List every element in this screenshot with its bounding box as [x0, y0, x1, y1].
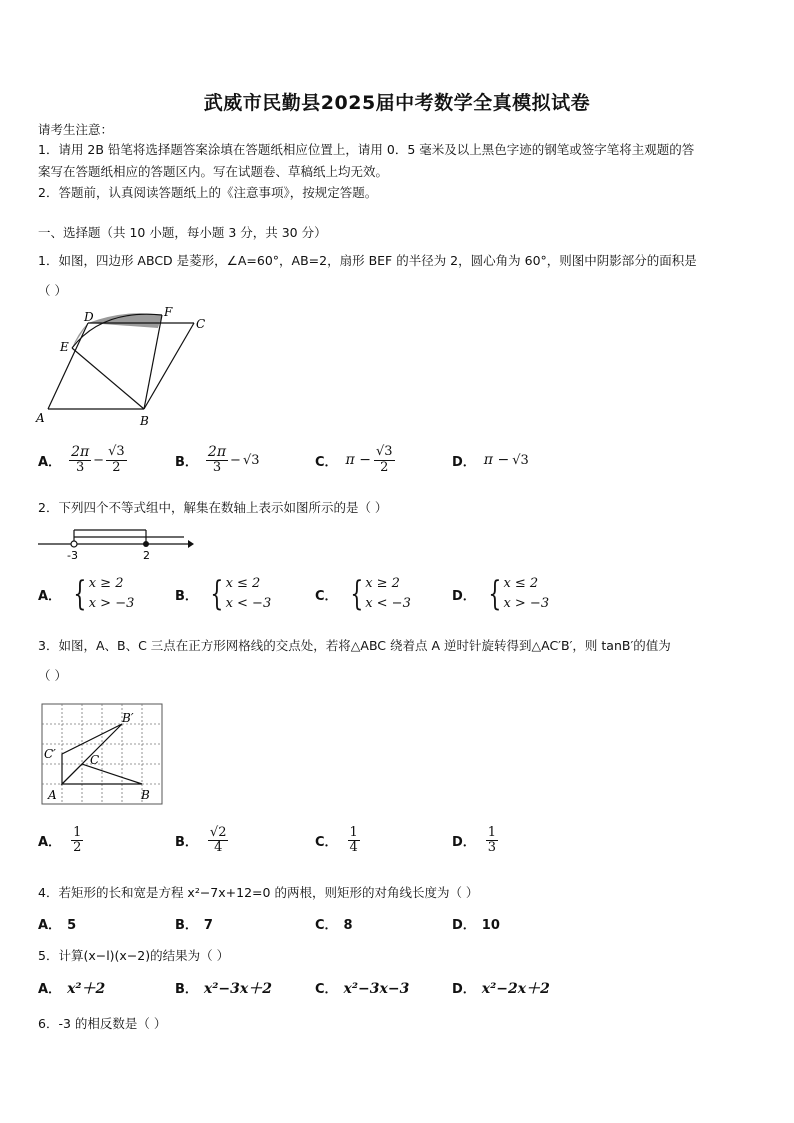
- q2-axis-right-value: 2: [143, 549, 150, 562]
- q4-option-a[interactable]: A． 5: [38, 918, 77, 933]
- q3-option-a[interactable]: A． $\frac{1}{2}$: [38, 825, 82, 856]
- q1-a-frac1: $\frac{2\pi}{3}$: [71, 443, 90, 476]
- q5-text: 5．计算(x−l)(x−2)的结果为（ ）: [38, 948, 230, 963]
- q2-option-a[interactable]: A． { x ≥ 2 x > −3: [38, 574, 135, 615]
- q2-option-c[interactable]: C． { x ≥ 2 x < −3: [315, 574, 411, 615]
- q6-text: 6．-3 的相反数是（ ）: [38, 1016, 167, 1031]
- q1-label-c: C: [196, 317, 206, 331]
- q1-rhombus-figure: [34, 303, 224, 431]
- q5-option-b[interactable]: B． x²−3x＋2: [175, 981, 272, 997]
- q1-a-frac2: $\frac{√3}{2}$: [108, 444, 125, 475]
- q1-paren: （ ）: [38, 283, 67, 298]
- q3-option-c[interactable]: C． $\frac{1}{4}$: [315, 825, 358, 856]
- q3-label-a: A: [48, 788, 57, 802]
- q2-option-d[interactable]: D． { x ≤ 2 x > −3: [452, 574, 550, 615]
- q1-text: 1．如图，四边形 ABCD 是菱形，∠A=60°，AB=2，扇形 BEF 的半径为 2，圆心角为 60°，则图中阴影部分的面积是: [38, 253, 697, 268]
- q2-closed-point: [143, 541, 149, 547]
- q3-grid-figure: [38, 702, 164, 808]
- q1-shaded-sector-top: [88, 313, 162, 328]
- q3-label-b-prime: B′: [122, 711, 134, 725]
- q2-text: 2．下列四个不等式组中，解集在数轴上表示如图所示的是（ ）: [38, 500, 388, 515]
- q1-option-d[interactable]: D． π − √3: [452, 452, 529, 470]
- q3-label-c-prime: C′: [44, 747, 56, 761]
- q1-label-f: F: [164, 305, 173, 319]
- q1-label-a: A: [36, 411, 45, 425]
- q2-option-b[interactable]: B． { x ≤ 2 x < −3: [175, 574, 272, 615]
- q1-label-d: D: [84, 310, 94, 324]
- q5-option-d[interactable]: D． x²−2x＋2: [452, 981, 550, 997]
- q3-option-b[interactable]: B． $\frac{√2}{4}$: [175, 825, 227, 856]
- q3-paren: （ ）: [38, 668, 67, 683]
- q2-number-line-figure: [34, 522, 194, 564]
- q5-option-c[interactable]: C． x²−3x−3: [315, 981, 410, 997]
- q4-option-c[interactable]: C． 8: [315, 918, 353, 933]
- exam-title: 武威市民勤县2025届中考数学全真模拟试卷: [203, 92, 591, 114]
- notice-line-1b: 案写在答题纸相应的答题区内。写在试题卷、草稿纸上均无效。: [38, 164, 389, 179]
- q3-label-c: C: [90, 753, 100, 767]
- q1-option-c[interactable]: C． π − $\frac{√3}{2}$: [315, 444, 393, 475]
- q5-option-a[interactable]: A． x²＋2: [38, 981, 106, 997]
- q4-option-d[interactable]: D． 10: [452, 918, 500, 933]
- notice-line-1: 1．请用 2B 铅笔将选择题答案涂填在答题纸相应位置上，请用 0．5 毫米及以上黑色字迹的钢笔或签字笔将主观题的答: [38, 142, 695, 157]
- section-heading: 一、选择题（共 10 小题，每小题 3 分，共 30 分）: [38, 225, 327, 240]
- q1-label-b: B: [140, 414, 149, 428]
- q3-label-b: B: [141, 788, 150, 802]
- q4-text: 4．若矩形的长和宽是方程 x²−7x+12=0 的两根，则矩形的对角线长度为（ ）: [38, 885, 479, 900]
- q3-text: 3．如图，A、B、C 三点在正方形网格线的交点处，若将△ABC 绕着点 A 逆时针旋转得到△AC′B′，则 tanB′的值为: [38, 638, 671, 653]
- q1-option-a[interactable]: A． $\frac{2\pi}{3}$ − $\frac{√3}{2}$: [38, 443, 125, 476]
- q1-option-b[interactable]: B． $\frac{2\pi}{3}$ − √3: [175, 443, 260, 476]
- q2-open-point: [71, 541, 77, 547]
- notice-line-2: 2．答题前，认真阅读答题纸上的《注意事项》，按规定答题。: [38, 185, 378, 200]
- notice-heading: 请考生注意：: [38, 122, 114, 137]
- q4-option-b[interactable]: B． 7: [175, 918, 213, 933]
- q2-axis-left-value: -3: [67, 549, 78, 562]
- q3-option-d[interactable]: D． $\frac{1}{3}$: [452, 825, 497, 856]
- q1-label-e: E: [60, 340, 69, 354]
